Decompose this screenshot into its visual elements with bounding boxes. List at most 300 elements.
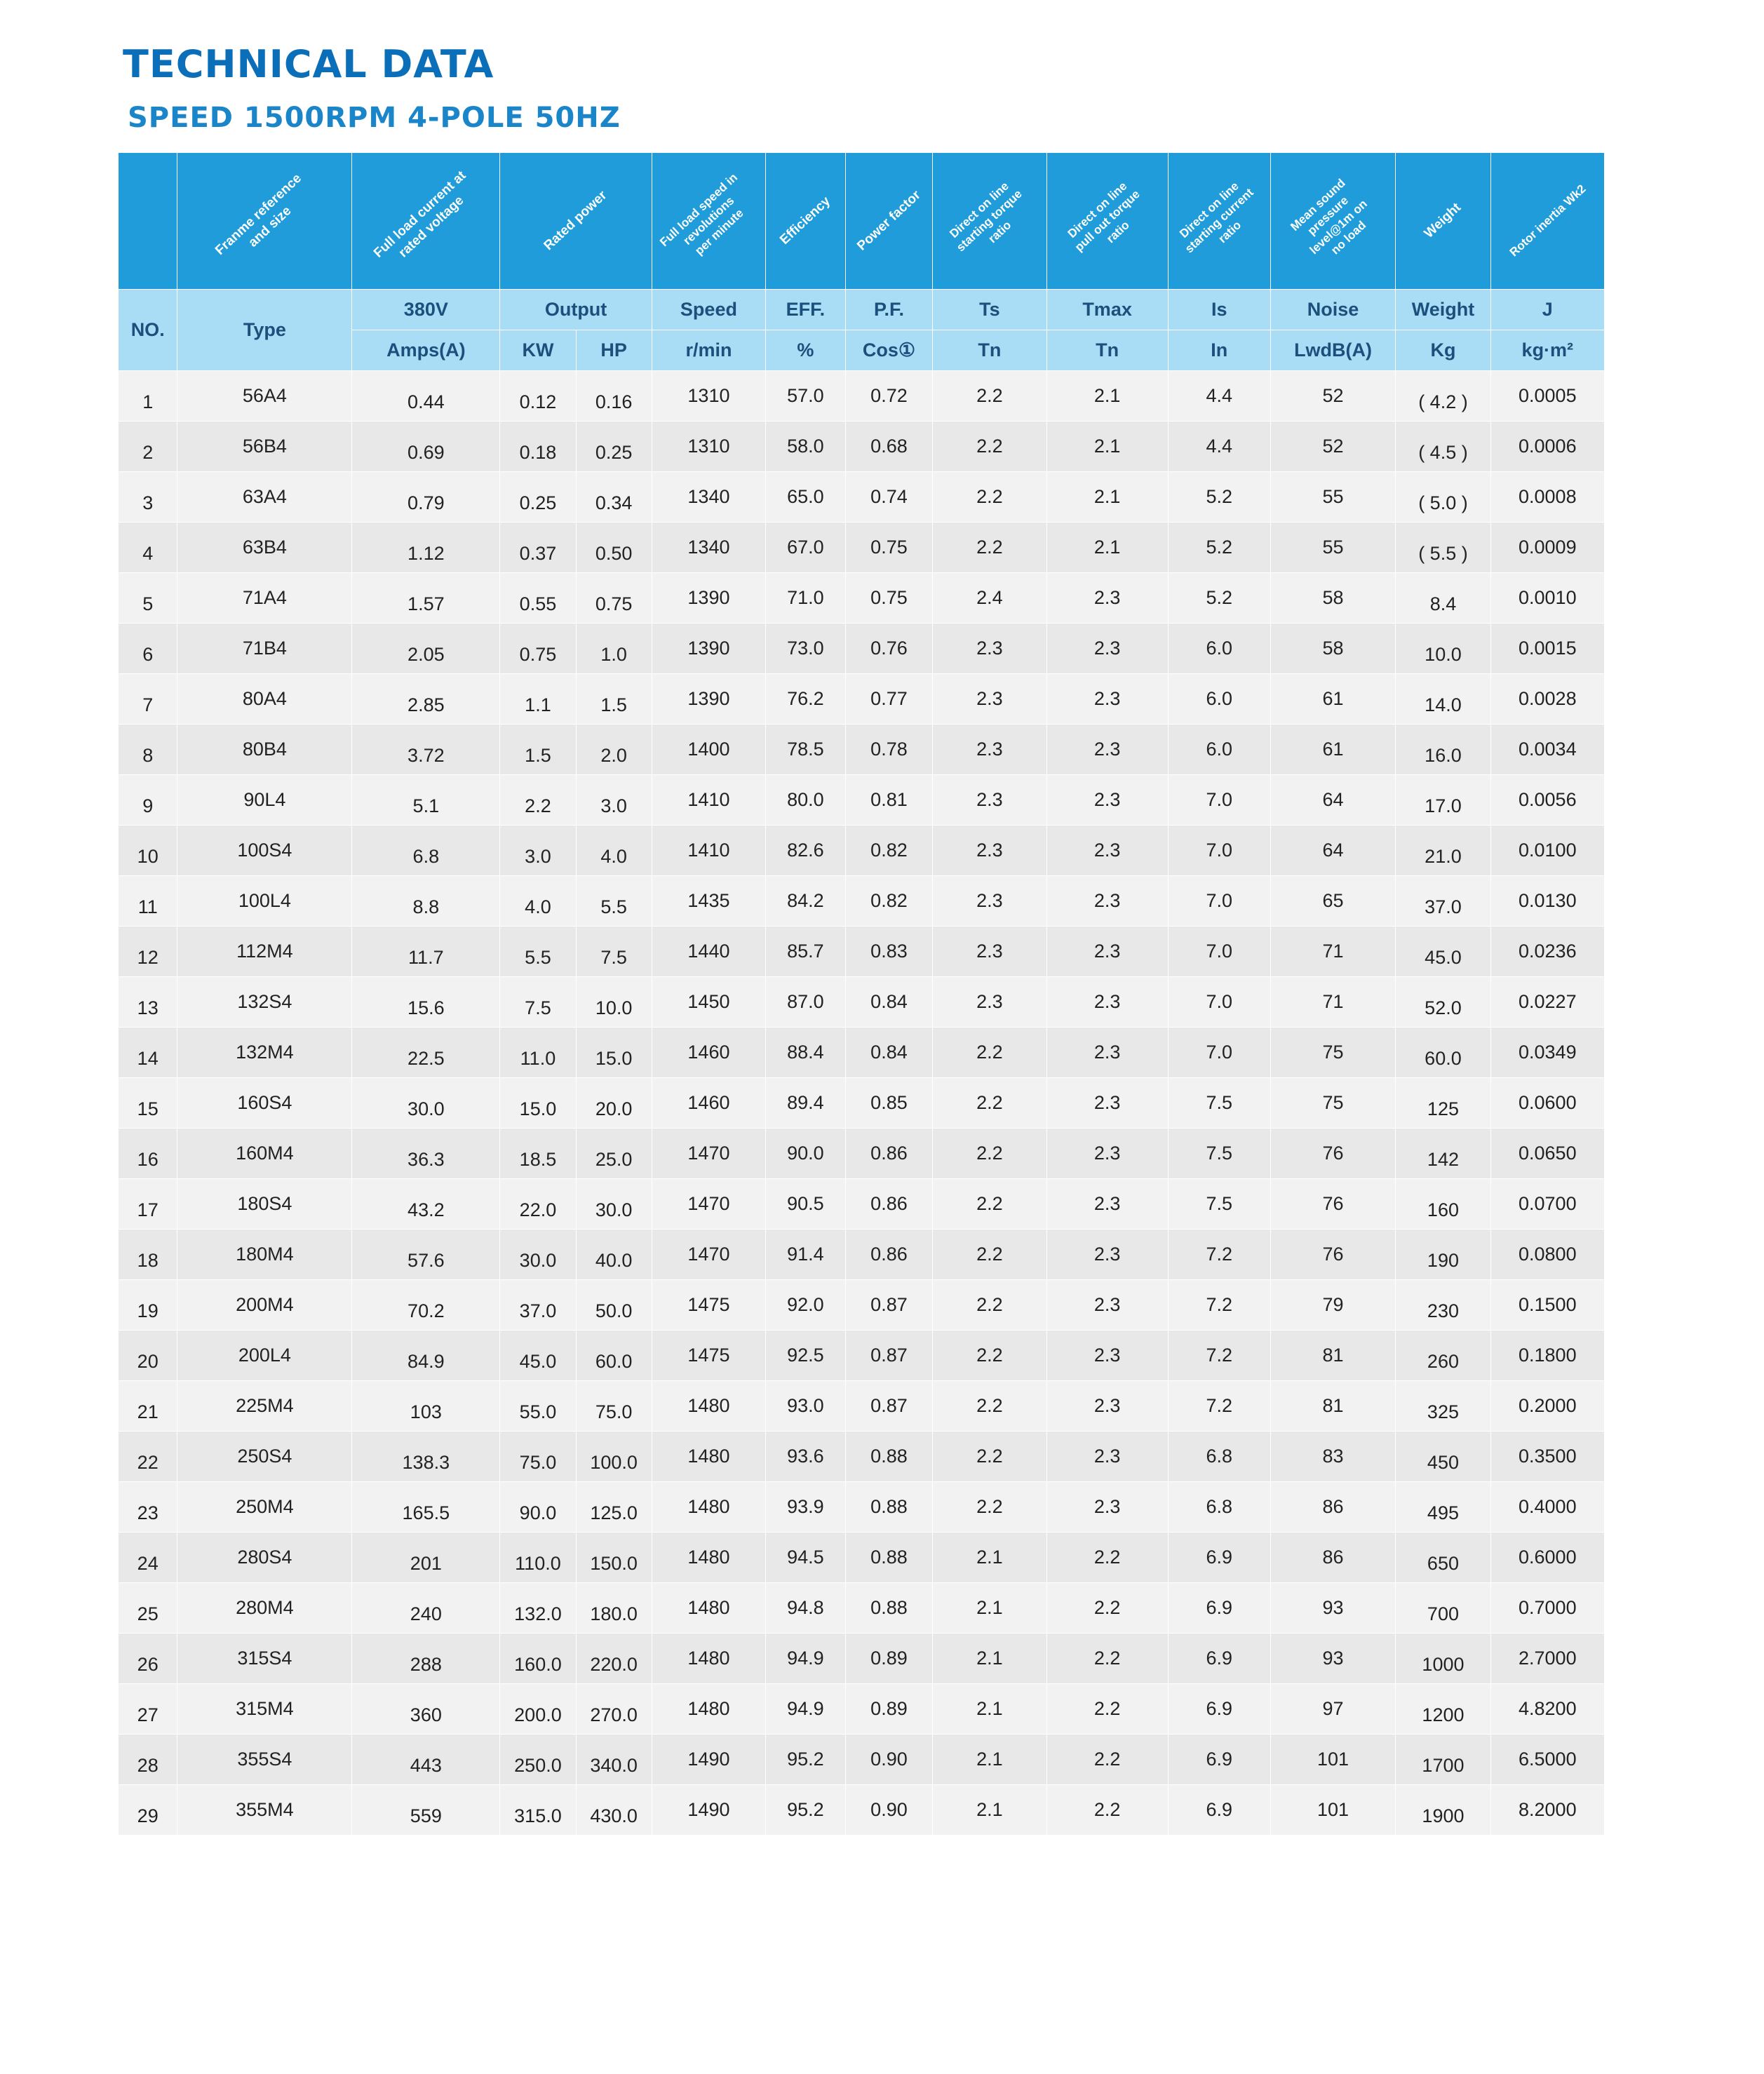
- cell-kw-text: 3.0: [525, 846, 551, 867]
- cell-no: [119, 1280, 177, 1331]
- cell-j-text: 0.0009: [1519, 537, 1577, 558]
- cell-eff-text: 89.4: [787, 1092, 824, 1113]
- cell-type-text: 225M4: [236, 1395, 294, 1416]
- cell-amps-text: 6.8: [412, 846, 440, 867]
- cell-tmax: [1046, 1230, 1168, 1280]
- cell-weight-text: 495: [1427, 1502, 1459, 1523]
- cell-ts-text: 2.3: [976, 688, 1003, 709]
- cell-hp: [576, 1331, 652, 1381]
- cell-amps: [352, 1280, 500, 1331]
- cell-weight-text: 1000: [1422, 1654, 1465, 1675]
- cell-ts: [933, 775, 1046, 826]
- cell-j-text: 0.0700: [1519, 1193, 1577, 1214]
- cell-noise-text: 64: [1322, 789, 1344, 810]
- cell-no-text: 20: [137, 1351, 159, 1372]
- cell-is-text: 6.0: [1206, 638, 1232, 659]
- cell-no-text: 11: [137, 896, 158, 917]
- cell-kw: [500, 1129, 576, 1179]
- table-row: [119, 1381, 1605, 1432]
- cell-weight-text: ( 5.5 ): [1418, 543, 1468, 564]
- table-row: [119, 725, 1605, 775]
- cell-speed: [652, 1432, 765, 1482]
- cell-type: [177, 1785, 352, 1836]
- table-row: [119, 1331, 1605, 1381]
- cell-tmax-text: 2.3: [1093, 638, 1121, 659]
- cell-eff-text: 88.4: [787, 1042, 824, 1063]
- cell-is: [1168, 1684, 1270, 1735]
- cell-no: [119, 1028, 177, 1078]
- table-body: [119, 371, 1605, 1836]
- cell-pf-text: 0.84: [870, 991, 908, 1012]
- cell-type: [177, 371, 352, 422]
- cell-noise: [1270, 573, 1396, 624]
- cell-speed-text: 1490: [687, 1799, 730, 1820]
- cell-type: [177, 775, 352, 826]
- cell-j-text: 0.0028: [1519, 688, 1577, 709]
- cell-is: [1168, 1129, 1270, 1179]
- cell-no-text: 17: [137, 1199, 159, 1220]
- cell-ts: [933, 1129, 1046, 1179]
- cell-is-text: 6.9: [1206, 1648, 1232, 1669]
- cell-ts-text: 2.1: [976, 1799, 1003, 1820]
- cell-amps-text: 5.1: [412, 795, 440, 816]
- cell-j-text: 0.0100: [1519, 840, 1577, 861]
- cell-pf: [845, 1028, 932, 1078]
- cell-j: [1490, 1684, 1604, 1735]
- table-row: [119, 1432, 1605, 1482]
- cell-noise-text: 101: [1317, 1749, 1349, 1770]
- header-lwdb: LwdB(A): [1270, 330, 1396, 371]
- cell-j-text: 0.0010: [1519, 587, 1577, 608]
- cell-speed: [652, 674, 765, 725]
- cell-ts-text: 2.3: [976, 991, 1003, 1012]
- cell-weight: [1396, 977, 1490, 1028]
- cell-ts: [933, 371, 1046, 422]
- cell-amps-text: 22.5: [408, 1048, 445, 1069]
- page-subtitle: SPEED 1500RPM 4-POLE 50HZ: [128, 102, 621, 134]
- cell-j-text: 0.4000: [1519, 1496, 1577, 1517]
- cell-weight-text: 700: [1427, 1603, 1459, 1624]
- cell-type: [177, 826, 352, 876]
- cell-type: [177, 472, 352, 523]
- cell-hp: [576, 422, 652, 472]
- cell-j-text: 0.0130: [1519, 890, 1577, 911]
- rot-head-efficiency: Efficiency: [766, 153, 846, 290]
- header-tmax-tn: Tn: [1046, 330, 1168, 371]
- cell-noise-text: 93: [1322, 1597, 1344, 1618]
- cell-is: [1168, 523, 1270, 573]
- cell-weight: [1396, 1129, 1490, 1179]
- cell-no-text: 26: [137, 1654, 159, 1675]
- cell-weight-text: 190: [1427, 1250, 1459, 1271]
- cell-hp: [576, 674, 652, 725]
- cell-eff-text: 80.0: [787, 789, 824, 810]
- cell-speed-text: 1340: [687, 486, 730, 507]
- header-amps: Amps(A): [352, 330, 500, 371]
- cell-is-text: 7.0: [1206, 991, 1232, 1012]
- cell-ts-text: 2.2: [976, 1496, 1003, 1517]
- cell-kw: [500, 1482, 576, 1533]
- cell-is-text: 7.5: [1206, 1092, 1232, 1113]
- cell-tmax-text: 2.3: [1093, 1395, 1121, 1416]
- cell-noise: [1270, 1785, 1396, 1836]
- cell-hp-text: 270.0: [590, 1704, 638, 1725]
- header-ts: Ts: [933, 290, 1046, 330]
- cell-noise: [1270, 876, 1396, 927]
- cell-kw-text: 0.12: [519, 391, 557, 412]
- cell-j-text: 4.8200: [1519, 1698, 1577, 1719]
- cell-pf-text: 0.76: [870, 638, 908, 659]
- cell-kw-text: 0.55: [519, 593, 557, 614]
- cell-tmax: [1046, 1482, 1168, 1533]
- cell-tmax: [1046, 1785, 1168, 1836]
- cell-is: [1168, 1634, 1270, 1684]
- cell-speed-text: 1340: [687, 537, 730, 558]
- cell-type: [177, 1381, 352, 1432]
- cell-weight: [1396, 573, 1490, 624]
- cell-tmax: [1046, 1179, 1168, 1230]
- table-row: [119, 1583, 1605, 1634]
- cell-hp: [576, 1482, 652, 1533]
- cell-weight-text: 1200: [1422, 1704, 1465, 1725]
- cell-no-text: 1: [142, 391, 154, 412]
- cell-weight-text: 21.0: [1425, 846, 1462, 867]
- cell-eff: [766, 523, 846, 573]
- cell-hp: [576, 826, 652, 876]
- cell-ts: [933, 1533, 1046, 1583]
- cell-j-text: 0.0006: [1519, 436, 1577, 457]
- cell-is: [1168, 1078, 1270, 1129]
- cell-ts: [933, 826, 1046, 876]
- cell-noise-text: 76: [1322, 1244, 1344, 1265]
- cell-eff-text: 87.0: [787, 991, 824, 1012]
- cell-noise: [1270, 1129, 1396, 1179]
- cell-is-text: 7.0: [1206, 789, 1232, 810]
- cell-no-text: 6: [142, 644, 154, 665]
- cell-tmax: [1046, 1432, 1168, 1482]
- table-row: [119, 775, 1605, 826]
- cell-ts: [933, 1634, 1046, 1684]
- cell-weight: [1396, 1482, 1490, 1533]
- cell-j-text: 6.5000: [1519, 1749, 1577, 1770]
- cell-ts-text: 2.2: [976, 1193, 1003, 1214]
- cell-eff: [766, 1634, 846, 1684]
- cell-tmax: [1046, 422, 1168, 472]
- cell-eff: [766, 775, 846, 826]
- cell-kw-text: 110.0: [515, 1553, 561, 1574]
- cell-speed: [652, 1078, 765, 1129]
- cell-ts: [933, 1482, 1046, 1533]
- cell-amps: [352, 977, 500, 1028]
- cell-pf-text: 0.87: [870, 1294, 908, 1315]
- cell-noise: [1270, 1533, 1396, 1583]
- rot-head-power-factor: Power factor: [845, 153, 932, 290]
- cell-j: [1490, 1583, 1604, 1634]
- cell-type-text: 200L4: [238, 1345, 291, 1366]
- cell-tmax: [1046, 1533, 1168, 1583]
- cell-amps-text: 15.6: [408, 997, 445, 1018]
- cell-tmax: [1046, 1583, 1168, 1634]
- cell-no-text: 25: [137, 1603, 159, 1624]
- cell-weight: [1396, 1785, 1490, 1836]
- cell-type: [177, 523, 352, 573]
- cell-no: [119, 1078, 177, 1129]
- cell-j-text: 0.0005: [1519, 385, 1577, 406]
- cell-j: [1490, 1179, 1604, 1230]
- cell-tmax-text: 2.3: [1093, 1092, 1121, 1113]
- cell-j-text: 0.0650: [1519, 1143, 1577, 1164]
- cell-type-text: 63B4: [242, 537, 287, 558]
- table-row: [119, 1533, 1605, 1583]
- cell-speed: [652, 775, 765, 826]
- cell-tmax-text: 2.2: [1093, 1597, 1121, 1618]
- header-is-in: In: [1168, 330, 1270, 371]
- cell-is-text: 7.0: [1206, 1042, 1232, 1063]
- cell-kw: [500, 1331, 576, 1381]
- cell-no: [119, 1634, 177, 1684]
- cell-kw-text: 75.0: [519, 1452, 557, 1473]
- cell-j: [1490, 826, 1604, 876]
- cell-no: [119, 1331, 177, 1381]
- cell-amps-text: 138.3: [402, 1452, 450, 1473]
- cell-tmax: [1046, 927, 1168, 977]
- table-row: [119, 1230, 1605, 1280]
- cell-noise: [1270, 1230, 1396, 1280]
- cell-is: [1168, 1381, 1270, 1432]
- cell-no-text: 5: [142, 593, 154, 614]
- cell-hp: [576, 725, 652, 775]
- cell-tmax: [1046, 1381, 1168, 1432]
- cell-is: [1168, 977, 1270, 1028]
- cell-hp: [576, 1634, 652, 1684]
- cell-amps-text: 43.2: [408, 1199, 445, 1220]
- cell-ts-text: 2.4: [976, 587, 1003, 608]
- cell-amps: [352, 826, 500, 876]
- cell-speed-text: 1435: [687, 890, 730, 911]
- cell-ts: [933, 1179, 1046, 1230]
- cell-no: [119, 371, 177, 422]
- cell-type-text: 280M4: [236, 1597, 294, 1618]
- cell-no-text: 28: [137, 1755, 159, 1776]
- cell-ts-text: 2.1: [976, 1749, 1003, 1770]
- cell-hp: [576, 1381, 652, 1432]
- cell-ts-text: 2.2: [976, 1143, 1003, 1164]
- cell-noise: [1270, 775, 1396, 826]
- cell-hp: [576, 1785, 652, 1836]
- header-ts-tn: Tn: [933, 330, 1046, 371]
- cell-j-text: 0.2000: [1519, 1395, 1577, 1416]
- cell-no: [119, 1432, 177, 1482]
- cell-amps: [352, 1028, 500, 1078]
- cell-amps: [352, 1684, 500, 1735]
- cell-tmax-text: 2.3: [1093, 1496, 1121, 1517]
- cell-eff-text: 92.0: [787, 1294, 824, 1315]
- cell-ts-text: 2.2: [976, 1446, 1003, 1467]
- cell-eff-text: 76.2: [787, 688, 824, 709]
- cell-no-text: 27: [137, 1704, 159, 1725]
- cell-eff: [766, 1179, 846, 1230]
- cell-noise: [1270, 826, 1396, 876]
- cell-hp-text: 430.0: [590, 1805, 638, 1826]
- header-kgm2: kg·m²: [1490, 330, 1604, 371]
- cell-speed: [652, 1381, 765, 1432]
- cell-weight-text: 1900: [1422, 1805, 1465, 1826]
- cell-pf: [845, 1785, 932, 1836]
- cell-speed-text: 1310: [687, 436, 730, 457]
- cell-no-text: 18: [137, 1250, 159, 1271]
- cell-weight-text: 260: [1427, 1351, 1459, 1372]
- cell-ts-text: 2.2: [976, 385, 1003, 406]
- cell-is-text: 6.0: [1206, 688, 1232, 709]
- cell-speed: [652, 876, 765, 927]
- cell-hp-text: 30.0: [595, 1199, 633, 1220]
- cell-hp-text: 180.0: [590, 1603, 638, 1624]
- cell-noise: [1270, 725, 1396, 775]
- cell-ts: [933, 472, 1046, 523]
- cell-is-text: 5.2: [1206, 587, 1232, 608]
- cell-eff-text: 94.5: [787, 1547, 824, 1568]
- cell-eff: [766, 472, 846, 523]
- cell-hp-text: 7.5: [600, 947, 627, 968]
- cell-j: [1490, 1533, 1604, 1583]
- cell-pf-text: 0.75: [870, 537, 908, 558]
- cell-weight: [1396, 371, 1490, 422]
- cell-weight: [1396, 1684, 1490, 1735]
- cell-pf-text: 0.86: [870, 1193, 908, 1214]
- cell-type: [177, 1028, 352, 1078]
- cell-eff-text: 93.9: [787, 1496, 824, 1517]
- cell-speed: [652, 1230, 765, 1280]
- cell-ts: [933, 1078, 1046, 1129]
- cell-noise-text: 55: [1322, 537, 1344, 558]
- cell-hp-text: 10.0: [595, 997, 633, 1018]
- cell-type-text: 160S4: [237, 1092, 292, 1113]
- cell-hp: [576, 573, 652, 624]
- cell-no: [119, 1735, 177, 1785]
- cell-noise-text: 58: [1322, 587, 1344, 608]
- cell-type-text: 200M4: [236, 1294, 294, 1315]
- cell-eff-text: 92.5: [787, 1345, 824, 1366]
- cell-type-text: 63A4: [242, 486, 287, 507]
- cell-ts-text: 2.1: [976, 1698, 1003, 1719]
- cell-eff: [766, 1129, 846, 1179]
- cell-amps: [352, 775, 500, 826]
- cell-type: [177, 422, 352, 472]
- cell-is-text: 7.2: [1206, 1294, 1232, 1315]
- rot-head-weight: Weight: [1396, 153, 1490, 290]
- cell-j-text: 0.1800: [1519, 1345, 1577, 1366]
- cell-hp: [576, 523, 652, 573]
- cell-noise: [1270, 977, 1396, 1028]
- cell-noise: [1270, 674, 1396, 725]
- cell-no-text: 4: [142, 543, 154, 564]
- cell-type-text: 132S4: [237, 991, 292, 1012]
- cell-kw-text: 37.0: [519, 1300, 557, 1321]
- cell-kw-text: 90.0: [519, 1502, 557, 1523]
- cell-tmax: [1046, 1735, 1168, 1785]
- cell-type-text: 71A4: [242, 587, 287, 608]
- table-row: [119, 674, 1605, 725]
- cell-is: [1168, 1432, 1270, 1482]
- cell-tmax: [1046, 371, 1168, 422]
- cell-eff: [766, 1785, 846, 1836]
- cell-speed: [652, 1735, 765, 1785]
- cell-weight-text: 142: [1427, 1149, 1459, 1170]
- cell-weight-text: 230: [1427, 1300, 1459, 1321]
- cell-hp-text: 0.25: [595, 442, 633, 463]
- cell-tmax-text: 2.3: [1093, 587, 1121, 608]
- cell-j: [1490, 1482, 1604, 1533]
- header-type: Type: [177, 290, 352, 371]
- cell-is-text: 7.5: [1206, 1193, 1232, 1214]
- cell-ts: [933, 523, 1046, 573]
- cell-j-text: 0.1500: [1519, 1294, 1577, 1315]
- table-row: [119, 927, 1605, 977]
- cell-weight-text: ( 4.5 ): [1418, 442, 1468, 463]
- cell-kw-text: 315.0: [514, 1805, 562, 1826]
- table-row: [119, 977, 1605, 1028]
- cell-hp: [576, 977, 652, 1028]
- cell-ts: [933, 1785, 1046, 1836]
- cell-no: [119, 674, 177, 725]
- cell-no-text: 21: [137, 1401, 159, 1422]
- cell-is-text: 6.0: [1206, 739, 1232, 760]
- cell-kw: [500, 1533, 576, 1583]
- cell-is-text: 4.4: [1206, 436, 1232, 457]
- cell-hp-text: 4.0: [600, 846, 627, 867]
- cell-pf: [845, 1078, 932, 1129]
- cell-ts: [933, 977, 1046, 1028]
- cell-type: [177, 1331, 352, 1381]
- cell-j: [1490, 624, 1604, 674]
- cell-noise-text: 76: [1322, 1143, 1344, 1164]
- cell-speed: [652, 1280, 765, 1331]
- cell-is: [1168, 573, 1270, 624]
- cell-hp: [576, 624, 652, 674]
- cell-is-text: 6.9: [1206, 1799, 1232, 1820]
- cell-noise-text: 65: [1322, 890, 1344, 911]
- cell-no: [119, 573, 177, 624]
- cell-speed-text: 1470: [687, 1193, 730, 1214]
- table-row: [119, 826, 1605, 876]
- cell-eff: [766, 977, 846, 1028]
- cell-tmax-text: 2.1: [1093, 436, 1121, 457]
- cell-j-text: 0.0008: [1519, 486, 1577, 507]
- cell-j: [1490, 1078, 1604, 1129]
- cell-speed-text: 1310: [687, 385, 730, 406]
- cell-pf: [845, 1280, 932, 1331]
- cell-amps: [352, 573, 500, 624]
- cell-noise-text: 52: [1322, 436, 1344, 457]
- table-row: [119, 624, 1605, 674]
- cell-hp-text: 2.0: [600, 745, 627, 766]
- cell-hp-text: 100.0: [590, 1452, 638, 1473]
- cell-weight: [1396, 1078, 1490, 1129]
- cell-eff: [766, 1533, 846, 1583]
- cell-ts: [933, 1583, 1046, 1634]
- cell-is-text: 6.9: [1206, 1547, 1232, 1568]
- cell-j: [1490, 775, 1604, 826]
- cell-amps: [352, 1785, 500, 1836]
- cell-noise-text: 75: [1322, 1042, 1344, 1063]
- cell-weight: [1396, 472, 1490, 523]
- cell-type: [177, 1230, 352, 1280]
- cell-noise: [1270, 1735, 1396, 1785]
- cell-eff-text: 95.2: [787, 1749, 824, 1770]
- cell-ts: [933, 1684, 1046, 1735]
- cell-pf-text: 0.72: [870, 385, 908, 406]
- table-row: [119, 1078, 1605, 1129]
